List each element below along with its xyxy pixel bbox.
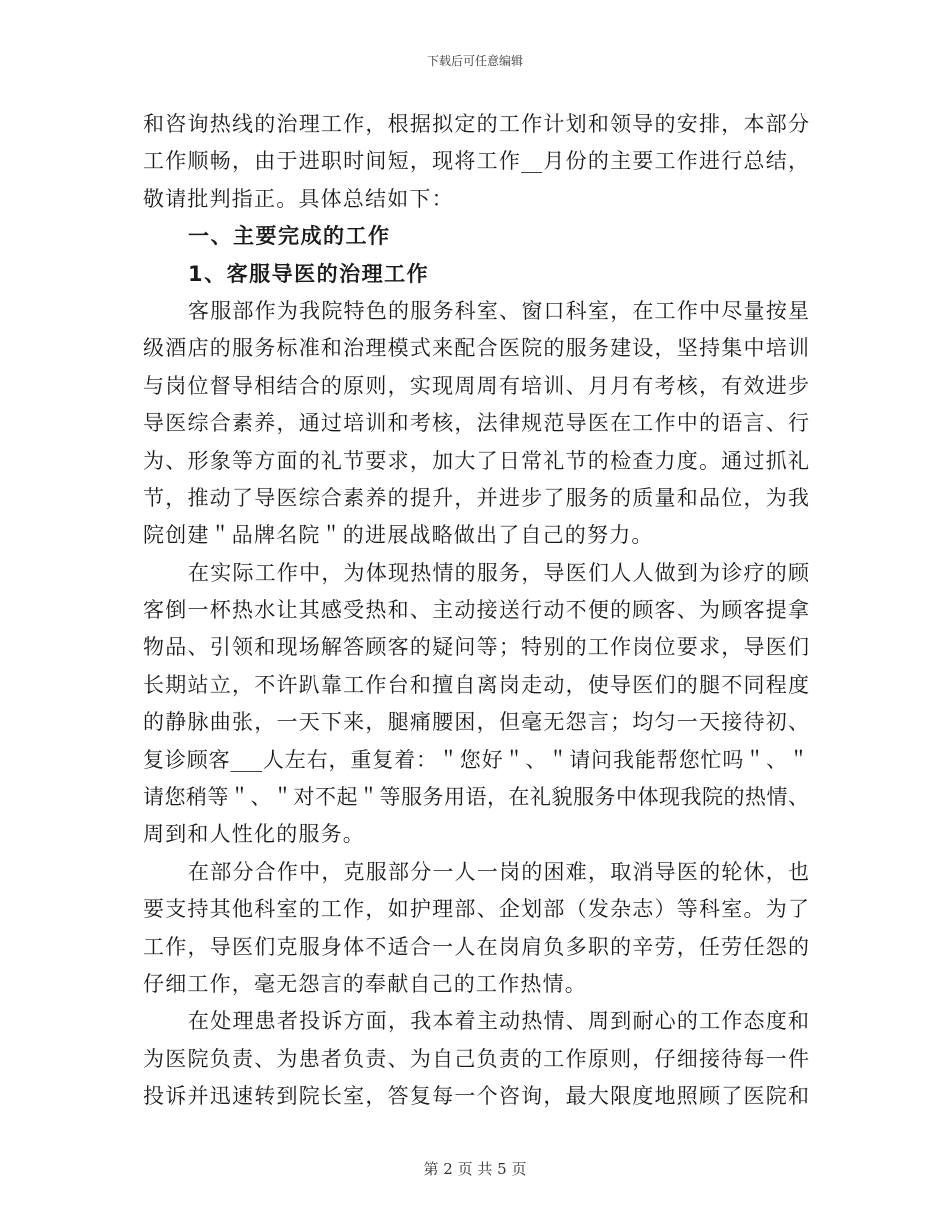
text-line: 为、形象等方面的礼节要求，加大了日常礼节的检查力度。通过抓礼 <box>143 448 809 473</box>
text-line: 工作，导医们克服身体不适合一人在岗肩负多职的辛劳，任劳任怨的 <box>143 934 809 959</box>
text-line: 物品、引领和现场解答顾客的疑问等；特别的工作岗位要求，导医们 <box>143 635 809 660</box>
text-line: 投诉并迅速转到院长室，答复每一个咨询，最大限度地照顾了医院和 <box>143 1084 809 1109</box>
text-line: 周到和人性化的服务。 <box>143 822 365 847</box>
text-line: 敬请批判指正。具体总结如下： <box>143 186 454 211</box>
text-line: 和咨询热线的治理工作，根据拟定的工作计划和领导的安排，本部分 <box>143 112 809 136</box>
text-line: 在实际工作中，为体现热情的服务，导医们人人做到为诊疗的顾 <box>188 560 809 585</box>
document-body <box>143 106 809 1116</box>
text-line: 长期站立，不许趴靠工作台和擅自离岗走动，使导医们的腿不同程度 <box>143 672 809 697</box>
section-heading: 一、主要完成的工作 <box>188 224 391 249</box>
text-line: 工作顺畅，由于进职时间短，现将工作__月份的主要工作进行总结， <box>143 149 809 174</box>
text-line: 仔细工作，毫无怨言的奉献自己的工作热情。 <box>143 971 587 996</box>
text-line: 级酒店的服务标准和治理模式来配合医院的服务建设，坚持集中培训 <box>143 336 809 361</box>
text-line: 与岗位督导相结合的原则，实现周周有培训、月月有考核，有效进步 <box>143 373 809 398</box>
section-heading: 1、客服导医的治理工作 <box>188 261 430 286</box>
page-header-note: 下载后可任意编辑 <box>426 54 523 68</box>
text-line: 在部分合作中，克服部分一人一岗的困难，取消导医的轮休，也 <box>188 859 809 884</box>
page-number-footer: 第 2 页 共 5 页 <box>423 1160 527 1178</box>
text-line: 客倒一杯热水让其感受热和、主动接送行动不便的顾客、为顾客提拿 <box>143 598 809 623</box>
text-line: 的静脉曲张，一天下来，腿痛腰困，但毫无怨言；均匀一天接待初、 <box>143 710 809 735</box>
text-line: 客服部作为我院特色的服务科室、窗口科室，在工作中尽量按星 <box>188 298 809 323</box>
text-line: 要支持其他科室的工作，如护理部、企划部（发杂志）等科室。为了 <box>143 897 809 922</box>
text-line: 复诊顾客___人左右，重复着：＂您好＂、＂请问我能帮您忙吗＂、＂ <box>143 747 809 772</box>
text-line: 导医综合素养，通过培训和考核，法律规范导医在工作中的语言、行 <box>143 411 809 436</box>
text-line: 请您稍等＂、＂对不起＂等服务用语，在礼貌服务中体现我院的热情、 <box>143 785 809 810</box>
text-line: 院创建＂品牌名院＂的进展战略做出了自己的努力。 <box>143 523 654 548</box>
text-line: 在处理患者投诉方面，我本着主动热情、周到耐心的工作态度和 <box>188 1009 809 1034</box>
text-line: 节，推动了导医综合素养的提升，并进步了服务的质量和品位，为我 <box>143 485 809 510</box>
text-line: 为医院负责、为患者负责、为自己负责的工作原则，仔细接待每一件 <box>143 1046 809 1071</box>
